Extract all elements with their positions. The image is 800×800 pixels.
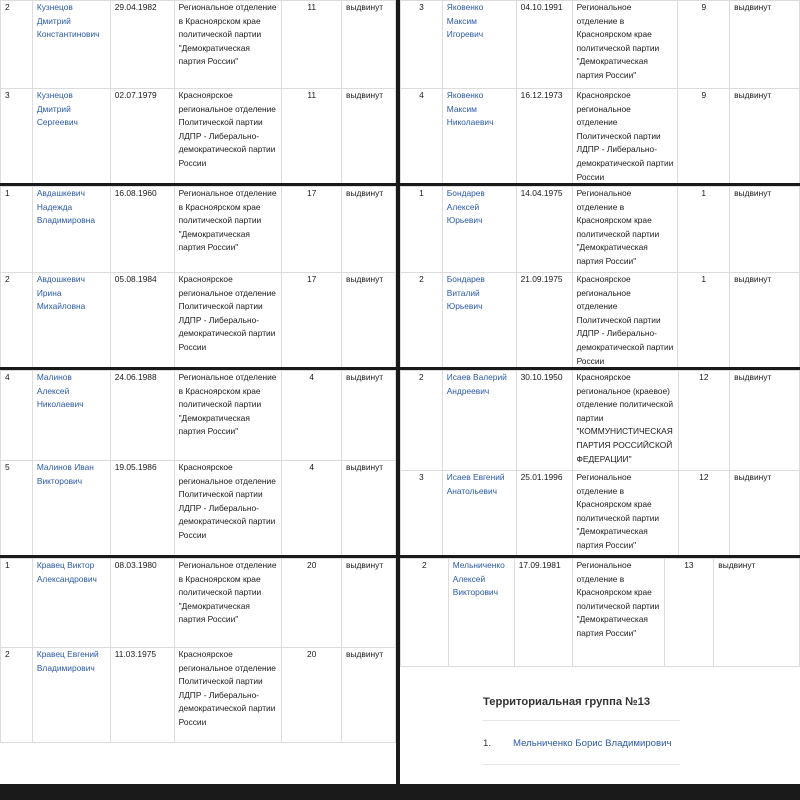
- candidate-name-link[interactable]: Мельниченко Алексей Викторович: [448, 559, 514, 667]
- district-number: 12: [678, 471, 730, 556]
- party-name: Красноярское региональное отделение Политической партии ЛДПР - Либерально-демократической партии России: [174, 648, 282, 743]
- table-row: [401, 371, 800, 471]
- block-kravets: [0, 558, 396, 800]
- candidate-name-link[interactable]: Малинов Иван Викторович: [32, 461, 110, 556]
- bottom-edge: [400, 784, 800, 800]
- row-number: 3: [401, 471, 443, 556]
- candidate-table: [400, 0, 800, 183]
- member-index: 1.: [483, 738, 492, 749]
- party-name: Красноярское региональное (краевое) отделение политической партии "КОММУНИСТИЧЕСКАЯ ПАРТИЯ РОССИЙСКОЙ ФЕДЕРАЦИИ": [572, 371, 678, 471]
- row-number: 2: [401, 273, 443, 368]
- birth-date: 08.03.1980: [110, 559, 174, 648]
- birth-date: 30.10.1950: [516, 371, 572, 471]
- block-yakovenko: [400, 0, 800, 183]
- candidate-name-link[interactable]: Бондарев Алексей Юрьевич: [442, 187, 516, 273]
- birth-date: 02.07.1979: [110, 89, 174, 184]
- status: выдвинут: [730, 371, 800, 471]
- territorial-member-item: [483, 738, 671, 749]
- status: выдвинут: [714, 559, 800, 667]
- district-number: 4: [282, 371, 342, 461]
- birth-date: 16.08.1960: [110, 187, 174, 273]
- birth-date: 17.09.1981: [514, 559, 572, 667]
- status: выдвинут: [730, 471, 800, 556]
- status: выдвинут: [342, 648, 396, 743]
- party-name: Региональное отделение в Красноярском крае политической партии "Демократическая партия России": [174, 1, 282, 89]
- status: выдвинут: [342, 89, 396, 184]
- row-number: 2: [1, 1, 33, 89]
- birth-date: 25.01.1996: [516, 471, 572, 556]
- district-number: 17: [282, 187, 342, 273]
- table-row: [401, 187, 800, 273]
- candidate-name-link[interactable]: Бондарев Виталий Юрьевич: [442, 273, 516, 368]
- party-name: Региональное отделение в Красноярском крае политической партии "Демократическая партия России": [572, 471, 678, 556]
- candidate-name-link[interactable]: Яковенко Максим Николаевич: [442, 89, 516, 184]
- birth-date: 24.06.1988: [110, 371, 174, 461]
- district-number: 11: [282, 89, 342, 184]
- candidate-name-link[interactable]: Кравец Виктор Александрович: [32, 559, 110, 648]
- status: выдвинут: [730, 187, 800, 273]
- row-number: 2: [401, 371, 443, 471]
- candidate-table: [0, 370, 396, 555]
- district-number: 4: [282, 461, 342, 556]
- candidate-name-link[interactable]: Кузнецов Дмитрий Сергеевич: [32, 89, 110, 184]
- birth-date: 04.10.1991: [516, 1, 572, 89]
- table-row: [401, 89, 800, 184]
- table-row: [1, 187, 396, 273]
- district-number: 20: [282, 648, 342, 743]
- status: выдвинут: [730, 273, 800, 368]
- district-number: 1: [678, 273, 730, 368]
- status: выдвинут: [342, 1, 396, 89]
- table-row: [1, 1, 396, 89]
- candidate-name-link[interactable]: Малинов Алексей Николаевич: [32, 371, 110, 461]
- party-name: Региональное отделение в Красноярском крае политической партии "Демократическая партия России": [572, 1, 678, 89]
- birth-date: 19.05.1986: [110, 461, 174, 556]
- block-malinov: [0, 370, 396, 555]
- table-row: [401, 559, 800, 667]
- candidate-table: [400, 558, 800, 667]
- candidate-table: [0, 186, 396, 367]
- party-name: Региональное отделение в Красноярском крае политической партии "Демократическая партия России": [572, 559, 664, 667]
- candidate-name-link[interactable]: Авдашкевич Надежда Владимировна: [32, 187, 110, 273]
- district-number: 17: [282, 273, 342, 368]
- party-name: Региональное отделение в Красноярском крае политической партии "Демократическая партия России": [174, 371, 282, 461]
- table-row: [1, 648, 396, 743]
- candidate-name-link[interactable]: Исаев Валерий Андреевич: [442, 371, 516, 471]
- table-row: [401, 273, 800, 368]
- status: выдвинут: [342, 187, 396, 273]
- row-number: 4: [401, 89, 443, 184]
- status: выдвинут: [730, 1, 800, 89]
- party-name: Красноярское региональное отделение Политической партии ЛДПР - Либерально-демократической партии России: [572, 89, 678, 184]
- table-row: [1, 461, 396, 556]
- table-row: [1, 371, 396, 461]
- district-number: 1: [678, 187, 730, 273]
- party-name: Региональное отделение в Красноярском крае политической партии "Демократическая партия России": [174, 187, 282, 273]
- party-name: Красноярское региональное отделение Политической партии ЛДПР - Либерально-демократической партии России: [174, 461, 282, 556]
- status: выдвинут: [342, 273, 396, 368]
- district-number: 11: [282, 1, 342, 89]
- row-number: 4: [1, 371, 33, 461]
- birth-date: 11.03.1975: [110, 648, 174, 743]
- row-number: 2: [1, 273, 33, 368]
- row-number: 2: [1, 648, 33, 743]
- candidate-table: [0, 558, 396, 743]
- block-avdashkevich: [0, 186, 396, 367]
- party-name: Региональное отделение в Красноярском крае политической партии "Демократическая партия России": [572, 187, 678, 273]
- party-name: Красноярское региональное отделение Политической партии ЛДПР - Либерально-демократической партии России: [174, 273, 282, 368]
- row-number: 1: [401, 187, 443, 273]
- table-row: [401, 471, 800, 556]
- birth-date: 14.04.1975: [516, 187, 572, 273]
- birth-date: 21.09.1975: [516, 273, 572, 368]
- row-number: 3: [401, 1, 443, 89]
- status: выдвинут: [342, 371, 396, 461]
- candidate-name-link[interactable]: Яковенко Максим Игоревич: [442, 1, 516, 89]
- territorial-group-section: [400, 668, 800, 800]
- member-name-link[interactable]: Мельниченко Борис Владимирович: [513, 738, 672, 749]
- birth-date: 16.12.1973: [516, 89, 572, 184]
- block-bondarev: [400, 186, 800, 367]
- row-number: 3: [1, 89, 33, 184]
- divider: [482, 764, 680, 765]
- district-number: 9: [678, 89, 730, 184]
- district-number: 9: [678, 1, 730, 89]
- bottom-edge: [0, 784, 396, 800]
- divider: [482, 720, 680, 721]
- candidate-table: [400, 186, 800, 367]
- birth-date: 29.04.1982: [110, 1, 174, 89]
- candidate-name-link[interactable]: Кравец Евгений Владимирович: [32, 648, 110, 743]
- candidate-name-link[interactable]: Авдошкевич Ирина Михайловна: [32, 273, 110, 368]
- block-melnichenko: [400, 558, 800, 668]
- row-number: 1: [1, 559, 33, 648]
- status: выдвинут: [342, 461, 396, 556]
- district-number: 20: [282, 559, 342, 648]
- table-row: [1, 273, 396, 368]
- party-name: Красноярское региональное отделение Политической партии ЛДПР - Либерально-демократической партии России: [174, 89, 282, 184]
- block-kuznetsov: [0, 0, 396, 183]
- table-row: [1, 89, 396, 184]
- table-row: [1, 559, 396, 648]
- candidate-name-link[interactable]: Исаев Евгений Анатольевич: [442, 471, 516, 556]
- candidate-table: [400, 370, 800, 555]
- party-name: Красноярское региональное отделение Политической партии ЛДПР - Либерально-демократической партии России: [572, 273, 678, 368]
- candidate-table: [0, 0, 396, 183]
- row-number: 1: [1, 187, 33, 273]
- row-number: 5: [1, 461, 33, 556]
- candidate-name-link[interactable]: Кузнецов Дмитрий Константинович: [32, 1, 110, 89]
- status: выдвинут: [342, 559, 396, 648]
- row-number: 2: [401, 559, 449, 667]
- birth-date: 05.08.1984: [110, 273, 174, 368]
- block-isaev: [400, 370, 800, 555]
- territorial-group-title: Территориальная группа №13: [483, 696, 651, 708]
- table-row: [401, 1, 800, 89]
- status: выдвинут: [730, 89, 800, 184]
- party-name: Региональное отделение в Красноярском крае политической партии "Демократическая партия России": [174, 559, 282, 648]
- district-number: 13: [664, 559, 714, 667]
- district-number: 12: [678, 371, 730, 471]
